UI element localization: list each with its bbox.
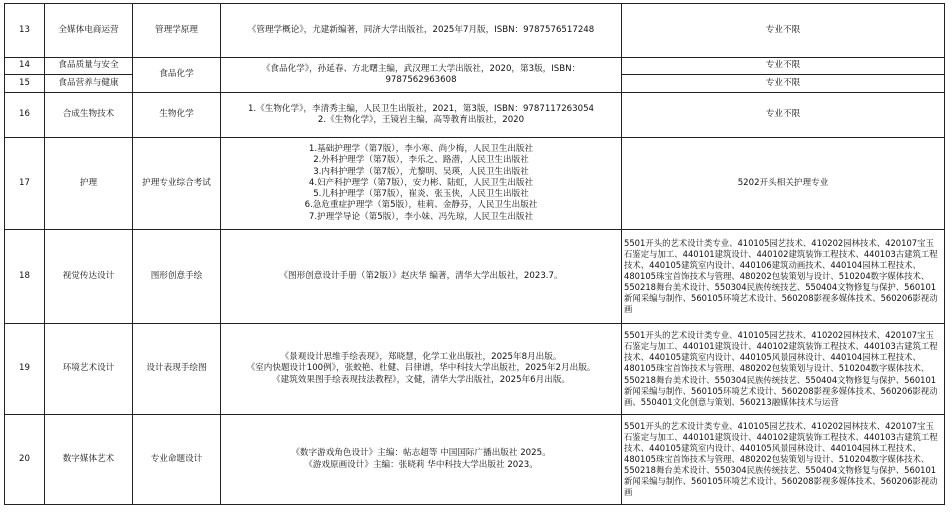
reference-books: [221, 230, 622, 324]
book-entry: 《管理学概论》，尤建新编著，同济大学出版社，2025年7月版，ISBN：9787576517248: [247, 24, 595, 35]
major-name: 全媒体电商运营: [45, 4, 133, 58]
book-entry: 1.基础护理学（第7版），李小寒、尚少梅，人民卫生出版社: [308, 144, 534, 155]
book-entry: 《游戏原画设计》主编：张晓莉 华中科技大学出版社 2023。: [304, 459, 538, 470]
exam-subject: 专业命题设计: [133, 415, 221, 505]
major-name: 视觉传达设计: [45, 230, 133, 324]
major-requirement: 专业不限: [622, 4, 945, 58]
book-entry: 2.外科护理学（第7版），李乐之、路潜，人民卫生出版社: [313, 155, 529, 166]
table-row: [5, 230, 945, 324]
reference-books: [221, 324, 622, 415]
major-name: 数字媒体艺术: [45, 415, 133, 505]
table-row: [5, 58, 945, 75]
book-entry: 《景观设计思维手绘表现》，郑晓慧，化学工业出版社，2025年8月出版。: [280, 352, 562, 363]
major-name: 护理: [45, 138, 133, 230]
row-number: 16: [5, 93, 45, 138]
reference-books: [221, 415, 622, 505]
book-entry: 《数字游戏角色设计》主编：帖志超等 中国国际广播出版社 2025。: [291, 448, 551, 459]
major-requirement: 5202开头相关护理专业: [622, 138, 945, 230]
book-entry: 4.妇产科护理学（第7版），安力彬、陆虹，人民卫生出版社: [308, 177, 534, 188]
book-entry: 5.儿科护理学（第7版），崔炎、张玉侠，人民卫生出版社: [313, 189, 529, 200]
row-number: 13: [5, 4, 45, 58]
table-row: [5, 93, 945, 138]
exam-subject: 生物化学: [133, 93, 221, 138]
table-row: [5, 324, 945, 415]
exam-subject: 设计表现手绘图: [133, 324, 221, 415]
row-number: 15: [5, 75, 45, 93]
exam-subject: 管理学原理: [133, 4, 221, 58]
major-requirement: 5501开头的艺术设计类专业、410105园艺技术、410202园林技术、420107宝玉石鉴定与加工、440101建筑设计、440102建筑装饰工程技术、440103古建筑工程技术、440105建筑室内设计、440105风景园林设计、440104园林工程技术、480105珠宝首饰技术与管理、480202包装策划与设计、510204数字媒体技术、550218舞台美术设计、550304民族传统技艺、550404文物修复与保护、560101新闻采编与制作、560105环境艺术设计、560208影视多媒体技术、560206影视动画: [622, 415, 945, 505]
table-row: [5, 138, 945, 230]
table-row: [5, 4, 945, 58]
major-requirement: 5501开头的艺术设计类专业、410105园艺技术、410202园林技术、420107宝玉石鉴定与加工、440101建筑设计、440102建筑装饰工程技术、440103古建筑工程技术、440105建筑室内设计、440106建筑动画技术、440104园林工程技术、480105珠宝首饰技术与管理、480202包装策划与设计、510204数字媒体技术、550218舞台美术设计、550304民族传统技艺、550404文物修复与保护、560101新闻采编与制作、560105环境艺术设计、560208影视多媒体技术、560206影视动画: [622, 230, 945, 324]
major-requirement: 5501开头的艺术设计类专业、410105园艺技术、410202园林技术、420107宝玉石鉴定与加工、440101建筑设计、440102建筑装饰工程技术、440103古建筑工程技术、440105建筑室内设计、440105风景园林设计、440104园林工程技术、480105珠宝首饰技术与管理、480202包装策划与设计、510204数字媒体技术、550218舞台美术设计、550304民族传统技艺、550404文物修复与保护、560101新闻采编与制作、560105环境艺术设计、560208影视多媒体技术、560206影视动画、550401文化创意与策划、560213融媒体技术与运营: [622, 324, 945, 415]
major-requirement: 专业不限: [622, 75, 945, 93]
book-entry: 2.《生物化学》，王镜岩主编，高等教育出版社，2020: [317, 115, 525, 125]
major-name: 环境艺术设计: [45, 324, 133, 415]
row-number: 20: [5, 415, 45, 505]
book-entry: 6.急危重症护理学（第5版），桂莉、金静芬，人民卫生出版社: [304, 200, 538, 211]
row-number: 14: [5, 58, 45, 75]
row-number: 17: [5, 138, 45, 230]
major-name: 食品营养与健康: [45, 75, 133, 93]
row-number: 19: [5, 324, 45, 415]
reference-books: [221, 93, 622, 138]
book-entry: 3.内科护理学（第7版），尤黎明、吴瑛，人民卫生出版社: [313, 166, 529, 177]
book-entry: 7.护理学导论（第5版），李小妹、冯先琼，人民卫生出版社: [308, 211, 534, 222]
exam-subject-table: [4, 3, 945, 505]
table-row: [5, 415, 945, 505]
book-entry: 《食品化学》，孙延春、方北曙主编，武汉理工大学出版社，2020，第3版，ISBN：: [261, 63, 581, 74]
book-entry: 1.《生物化学》，李清秀主编，人民卫生出版社，2021，第3版，ISBN：9787117263054: [247, 103, 595, 114]
major-name: 合成生物技术: [45, 93, 133, 138]
major-requirement: 专业不限: [622, 58, 945, 75]
reference-books: [221, 4, 622, 58]
exam-subject: 食品化学: [133, 58, 221, 93]
reference-books: [221, 58, 622, 93]
reference-books: [221, 138, 622, 230]
book-entry: 《建筑效果图手绘表现技法教程》，文健，清华大学出版社，2025年6月出版。: [271, 374, 571, 385]
major-name: 食品质量与安全: [45, 58, 133, 75]
book-entry: 《室内快题设计100例》，张蛟艳、杜健、吕律谱，华中科技大学出版社，2025年2月出版。: [246, 363, 596, 374]
major-requirement: 专业不限: [622, 93, 945, 138]
book-entry: 9787562963608: [385, 75, 457, 85]
row-number: 18: [5, 230, 45, 324]
book-entry: 《图形创意设计手册（第2版）》赵庆华 编著，清华大学出版社，2023.7。: [279, 270, 563, 281]
exam-subject: 护理专业综合考试: [133, 138, 221, 230]
exam-subject: 图形创意手绘: [133, 230, 221, 324]
